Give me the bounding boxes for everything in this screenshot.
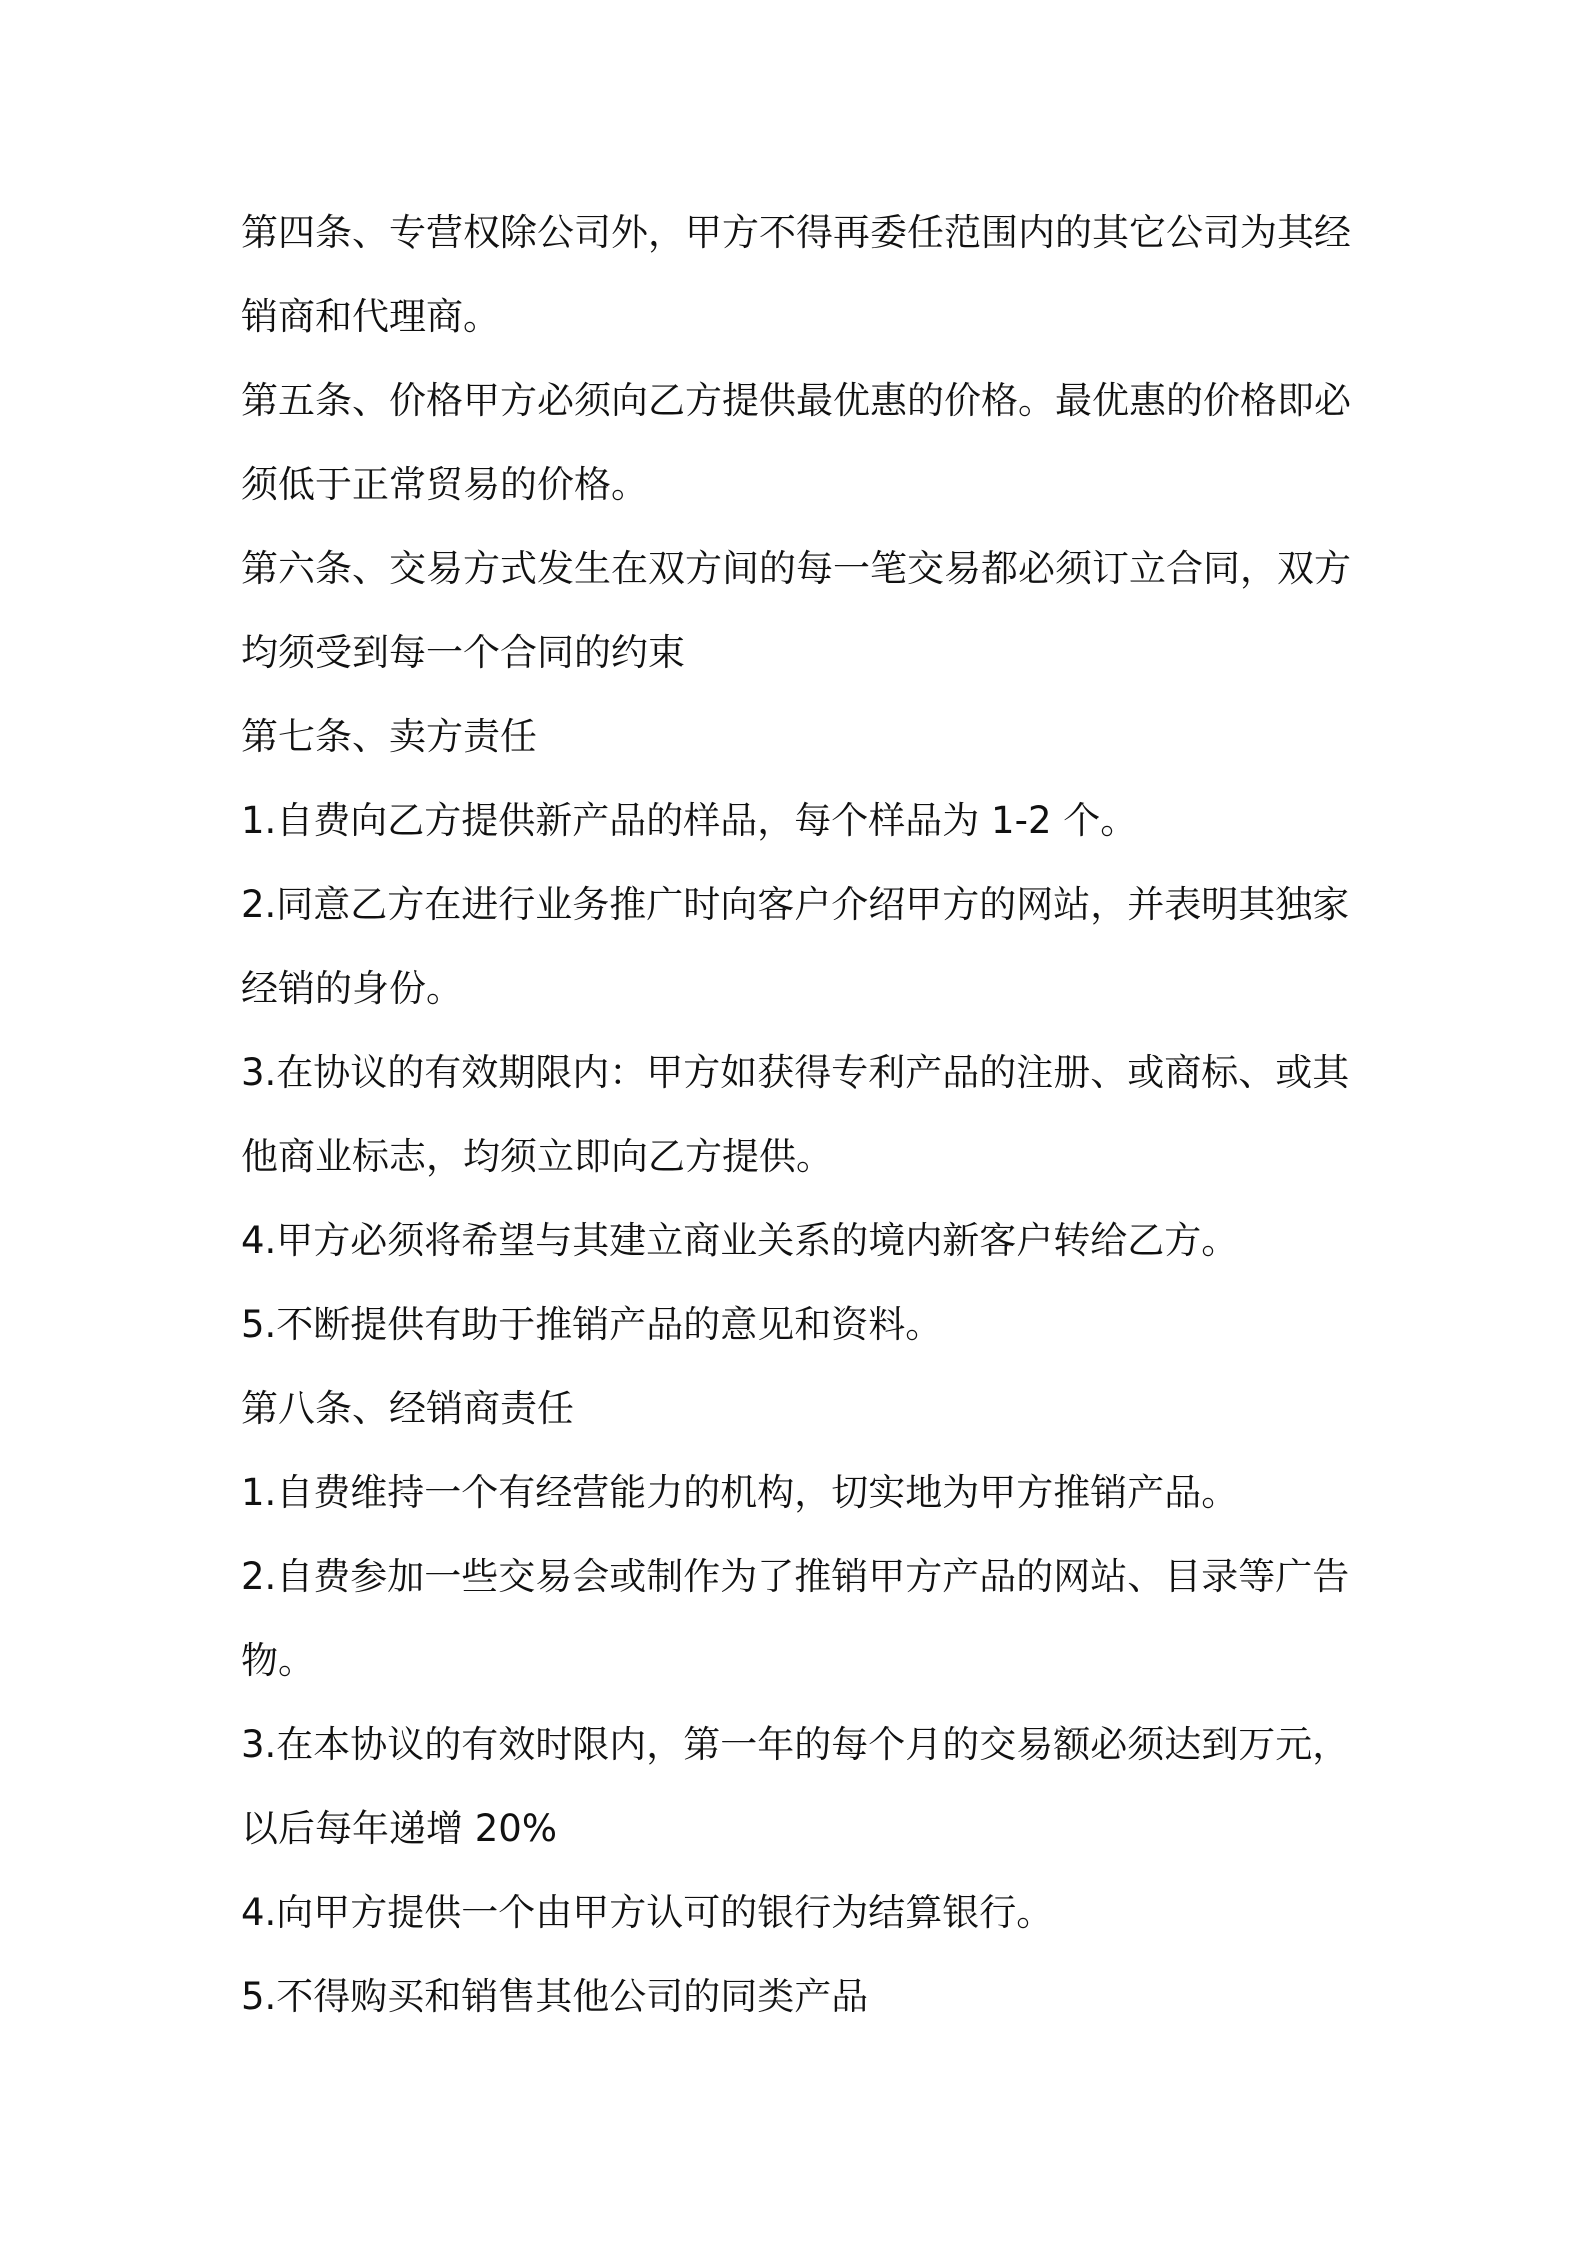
text-line: 均须受到每一个合同的约束 <box>241 631 685 674</box>
text-line: 3.在本协议的有效时限内，第一年的每个月的交易额必须达到万元， <box>241 1723 1350 1766</box>
text-line: 2.同意乙方在进行业务推广时向客户介绍甲方的网站，并表明其独家 <box>241 883 1350 926</box>
text-line: 第四条、专营权除公司外，甲方不得再委任范围内的其它公司为其经 <box>241 211 1351 254</box>
text-line: 1.自费向乙方提供新产品的样品，每个样品为 1-2 个。 <box>241 799 1138 842</box>
document-body <box>241 191 1361 2039</box>
text-line: 销商和代理商。 <box>241 295 500 338</box>
text-line: 物。 <box>241 1639 315 1682</box>
text-line: 5.不断提供有助于推销产品的意见和资料。 <box>241 1303 943 1346</box>
text-line: 5.不得购买和销售其他公司的同类产品 <box>241 1975 869 2018</box>
text-line: 2.自费参加一些交易会或制作为了推销甲方产品的网站、目录等广告 <box>241 1555 1350 1598</box>
text-line: 4.向甲方提供一个由甲方认可的银行为结算银行。 <box>241 1891 1054 1934</box>
text-line: 经销的身份。 <box>241 967 463 1010</box>
text-line: 须低于正常贸易的价格。 <box>241 463 648 506</box>
text-line: 3.在协议的有效期限内：甲方如获得专利产品的注册、或商标、或其 <box>241 1051 1350 1094</box>
text-line: 以后每年递增 20% <box>241 1807 557 1850</box>
text-line: 第五条、价格甲方必须向乙方提供最优惠的价格。最优惠的价格即必 <box>241 379 1351 422</box>
text-line: 1.自费维持一个有经营能力的机构，切实地为甲方推销产品。 <box>241 1471 1239 1514</box>
text-line: 4.甲方必须将希望与其建立商业关系的境内新客户转给乙方。 <box>241 1219 1239 1262</box>
section-heading: 第七条、卖方责任 <box>241 715 537 758</box>
text-line: 第六条、交易方式发生在双方间的每一笔交易都必须订立合同，双方 <box>241 547 1351 590</box>
section-heading: 第八条、经销商责任 <box>241 1387 574 1430</box>
text-line: 他商业标志，均须立即向乙方提供。 <box>241 1135 833 1178</box>
